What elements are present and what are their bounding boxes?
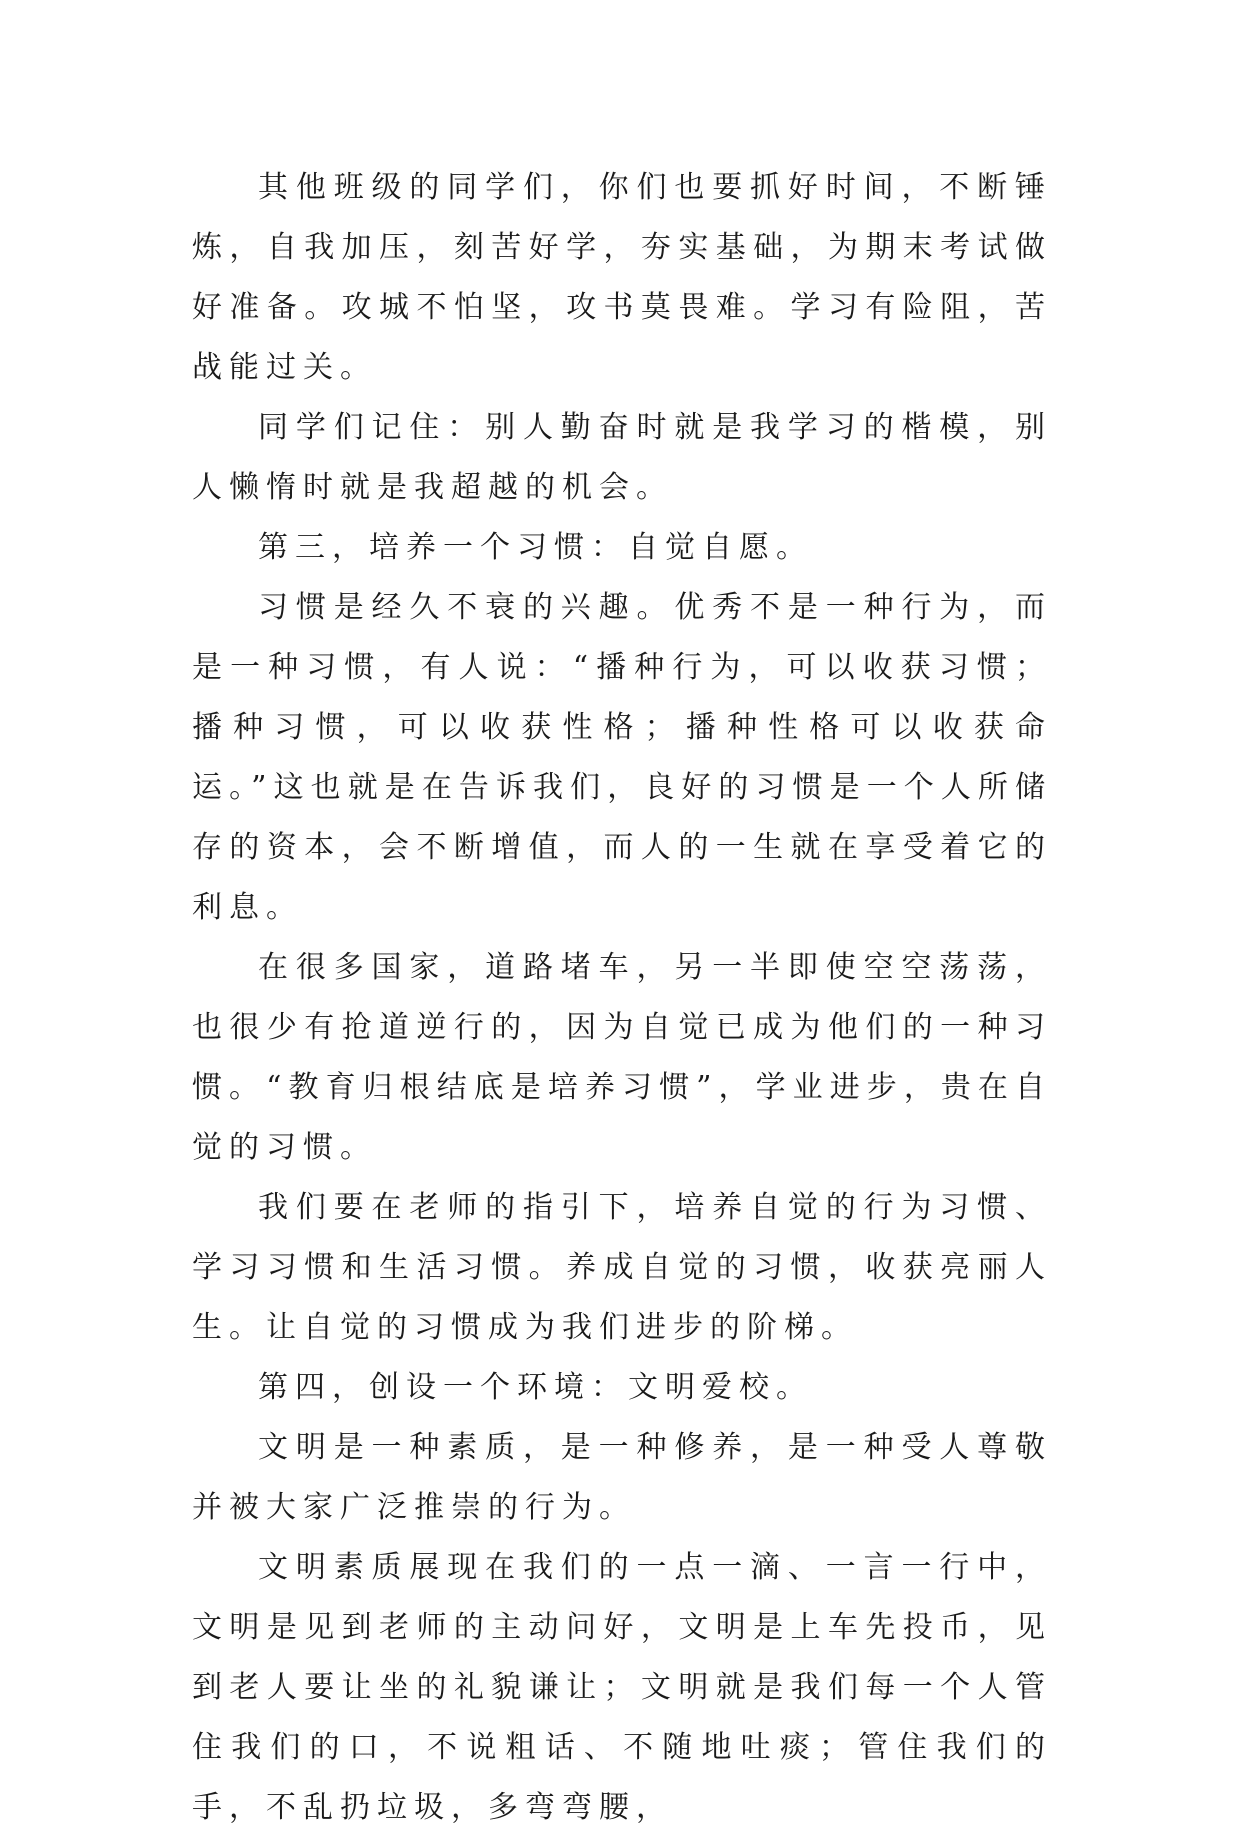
body-text bbox=[192, 158, 1052, 1838]
paragraph: 习惯是经久不衰的兴趣。优秀不是一种行为，而是一种习惯，有人说：“播种行为，可以收获习惯；播种习惯，可以收获性格；播种性格可以收获命运。”这也就是在告诉我们，良好的习惯是一个人所储存的资本，会不断增值，而人的一生就在享受着它的利息。 bbox=[192, 590, 1052, 925]
paragraph: 文明是一种素质，是一种修养，是一种受人尊敬并被大家广泛推崇的行为。 bbox=[192, 1430, 1052, 1525]
section-heading: 第四，创设一个环境：文明爱校。 bbox=[258, 1370, 813, 1405]
paragraph: 我们要在老师的指引下，培养自觉的行为习惯、学习习惯和生活习惯。养成自觉的习惯，收获亮丽人生。让自觉的习惯成为我们进步的阶梯。 bbox=[192, 1190, 1052, 1345]
paragraph: 在很多国家，道路堵车，另一半即使空空荡荡，也很少有抢道逆行的，因为自觉已成为他们的一种习惯。“教育归根结底是培养习惯”，学业进步，贵在自觉的习惯。 bbox=[192, 950, 1052, 1165]
paragraph: 文明素质展现在我们的一点一滴、一言一行中，文明是见到老师的主动问好，文明是上车先投币，见到老人要让坐的礼貌谦让；文明就是我们每一个人管住我们的口，不说粗话、不随地吐痰；管住我们的手，不乱扔垃圾，多弯弯腰， bbox=[192, 1550, 1052, 1825]
section-heading: 第三，培养一个习惯：自觉自愿。 bbox=[258, 530, 813, 565]
paragraph: 同学们记住：别人勤奋时就是我学习的楷模，别人懒惰时就是我超越的机会。 bbox=[192, 410, 1052, 505]
paragraph: 其他班级的同学们，你们也要抓好时间，不断锤炼，自我加压，刻苦好学，夯实基础，为期末考试做好准备。攻城不怕坚，攻书莫畏难。学习有险阻，苦战能过关。 bbox=[192, 170, 1052, 385]
